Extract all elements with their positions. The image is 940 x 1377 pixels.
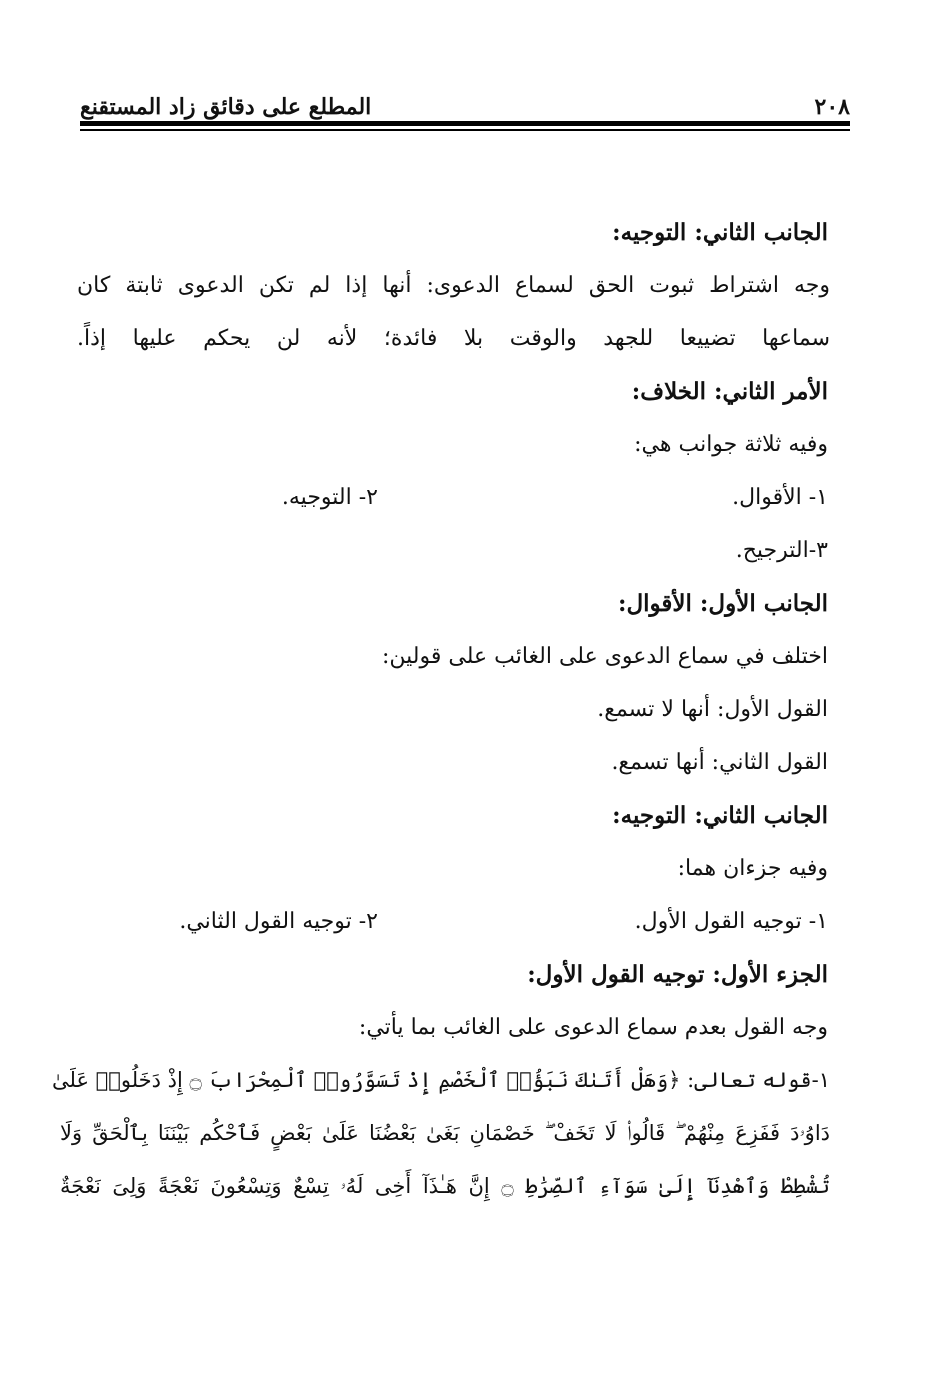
list-item: ١- الأقوال. [732, 485, 828, 510]
page-body [52, 206, 830, 1213]
paragraph-line: وجه القول بعدم سماع الدعوى على الغائب بما يأتي: [358, 1015, 828, 1040]
quran-verse-line: تُشْطِطْ وَٱهْدِنَآ إِلَىٰ سَوَآءِ ٱلصِّرَٰطِ ۝ إِنَّ هَـٰذَآ أَخِى لَهُۥ تِسْعٌ وَتِسْعُونَ نَعْجَةً وَلِىَ نَعْجَةٌ [60, 1174, 830, 1198]
quran-verse-line: ١-قوله تعالى: ﴿وَهَلْ أَتَىٰكَ نَبَؤُا۟ ٱلْخَصْمِ إِذْ تَسَوَّرُوا۟ ٱلْمِحْرَابَ ۝ إِذْ دَخَلُوا۟ عَلَىٰ [52, 1068, 830, 1092]
heading-aqwal: الجانب الأول: الأقوال: [617, 590, 828, 617]
list-item: ٢- توجيه القول الثاني. [179, 909, 378, 934]
book-title: المطلع على دقائق زاد المستقنع [80, 94, 372, 120]
heading-tawjih-1: الجانب الثاني: التوجيه: [612, 219, 828, 246]
list-item: ٢- التوجيه. [281, 485, 378, 510]
paragraph-line: القول الثاني: أنها تسمع. [611, 750, 828, 775]
paragraph-line: سماعها تضييعا للجهد والوقت بلا فائدة؛ لأنه لن يحكم عليها إذاً. [77, 326, 830, 351]
numbered-list-1 [80, 471, 828, 524]
numbered-list-2 [80, 895, 828, 948]
header-rule-thick [80, 121, 850, 126]
list-item: ٣-الترجيح. [735, 538, 828, 563]
page-header [80, 76, 850, 120]
list-item: ١- توجيه القول الأول. [634, 909, 828, 934]
header-rule-thin [80, 129, 850, 131]
heading-khilaf: الأمر الثاني: الخلاف: [631, 378, 828, 405]
paragraph-line: اختلف في سماع الدعوى على الغائب على قولين: [381, 644, 828, 669]
paragraph-line: وفيه جزءان هما: [677, 856, 828, 881]
paragraph-line: وجه اشتراط ثبوت الحق لسماع الدعوى: أنها إذا لم تكن الدعوى ثابتة كان [77, 273, 830, 298]
page-number: ٢٠٨ [814, 94, 850, 120]
paragraph-line: القول الأول: أنها لا تسمع. [597, 697, 828, 722]
paragraph-line: وفيه ثلاثة جوانب هي: [634, 432, 828, 457]
quran-verse-line: دَاوُۥدَ فَفَزِعَ مِنْهُمْ ۖ قَالُوا۟ لَا تَخَفْ ۖ خَصْمَانِ بَغَىٰ بَعْضُنَا عَلَىٰ بَعْضٍ فَٱحْكُم بَيْنَنَا بِٱلْحَقِّ وَلَا [60, 1121, 830, 1145]
heading-juz-awwal: الجزء الأول: توجيه القول الأول: [527, 961, 828, 988]
heading-tawjih-2: الجانب الثاني: التوجيه: [612, 802, 828, 829]
